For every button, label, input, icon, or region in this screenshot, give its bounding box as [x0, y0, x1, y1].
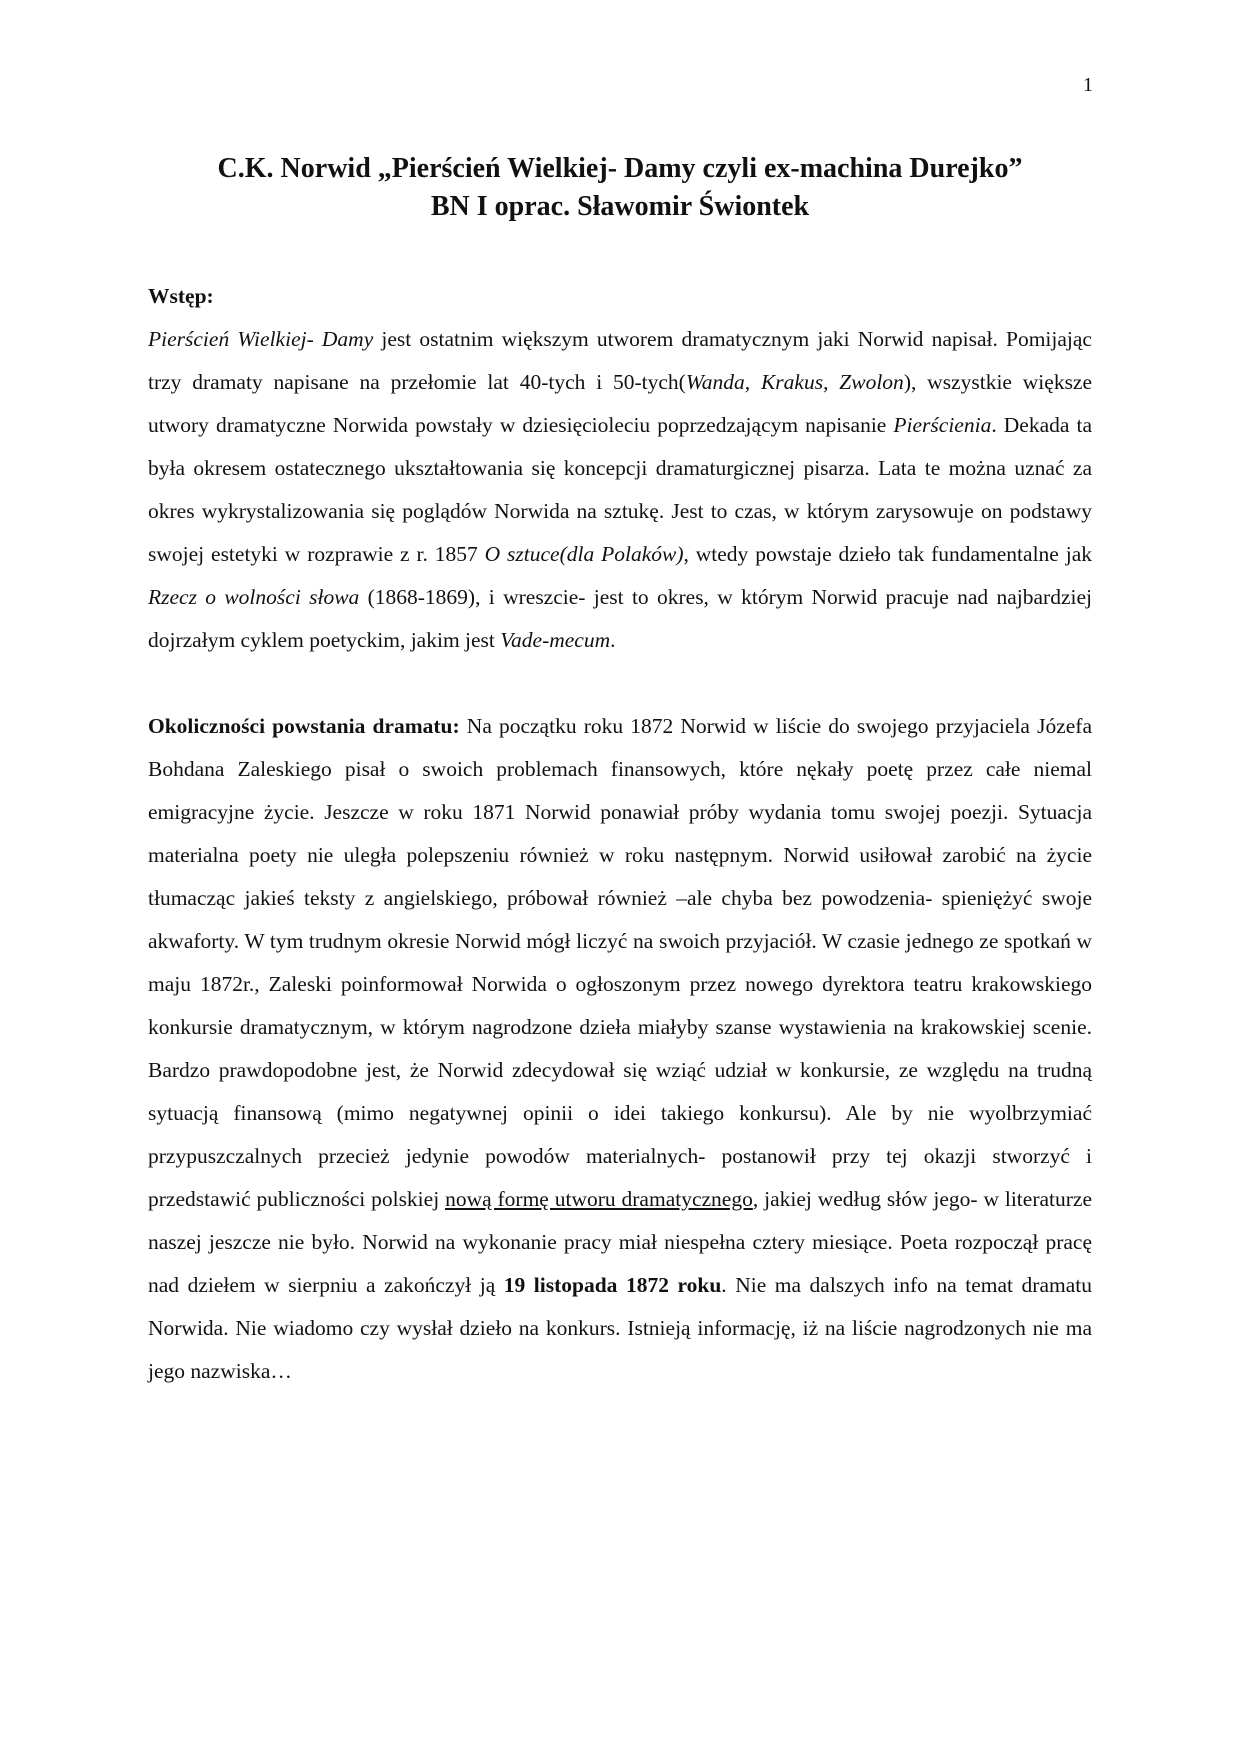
text-segment: Vade-mecum	[500, 628, 611, 652]
intro-heading: Wstęp:	[148, 284, 214, 308]
text-segment: .	[610, 628, 616, 652]
text-segment: . Nie ma dalszych info na temat dramatu Norwida. Nie wiadomo czy wysłał dzieło na konkurs. Istnieją informację, iż na liście nagrodzonych nie ma jego nazwiska…	[148, 1273, 1092, 1383]
intro-paragraph	[148, 318, 1092, 662]
text-segment: ), wszystkie większe utwory dramatyczne Norwida powstały w dziesięcioleciu poprzedzającym napisanie	[148, 370, 1093, 437]
text-segment: , wtedy powstaje dzieło tak fundamentalne jak	[683, 542, 1092, 566]
text-segment-underlined: nową formę utworu dramatycznego	[445, 1187, 753, 1211]
text-segment: Rzecz o wolności słowa	[148, 585, 360, 609]
text-segment: jest ostatnim większym utworem dramatycznym jaki Norwid napisał. Pomijając trzy dramaty napisane na przełomie lat 40-tych i 50-tych(	[148, 327, 1092, 394]
text-segment: , jakiej według słów jego- w literaturze naszej jeszcze nie było. Norwid na wykonanie pracy miał niespełna cztery miesiące. Poeta rozpoczął pracę nad dziełem w sierpniu a zakończył ją	[148, 1187, 1092, 1297]
document-title	[60, 150, 1180, 226]
document-body	[148, 275, 1092, 1393]
text-segment: Pierścień Wielkiej- Damy	[148, 327, 374, 351]
page-number: 1	[1083, 74, 1093, 96]
section-heading: Okoliczności powstania dramatu:	[148, 714, 460, 738]
title-line-2: BN I oprac. Sławomir Świontek	[430, 191, 810, 222]
text-segment: Na początku roku 1872 Norwid w liście do swojego przyjaciela Józefa Bohdana Zaleskiego pisał o swoich problemach finansowych, które nękały poetę przez całe niemal emigracyjne życie. Jeszcze w roku 1871 Norwid ponawiał próby wydania tomu swojej poezji. Sytuacja materialna poety nie uległa polepszeniu również w roku następnym. Norwid usiłował zarobić na życie tłumacząc jakieś teksty z angielskiego, próbował również –ale chyba bez powodzenia- spieniężyć swoje akwaforty. W tym trudnym okresie Norwid mógł liczyć na swoich przyjaciół. W czasie jednego ze spotkań w maju 1872r., Zaleski poinformował Norwida o ogłoszonym przez nowego dyrektora teatru krakowskiego konkursie dramatycznym, w którym nagrodzone dzieła miałyby szanse wystawienia na krakowskiej scenie. Bardzo prawdopodobne jest, że Norwid zdecydował się wziąć udział w konkursie, ze względu na trudną sytuacją finansową (mimo negatywnej opinii o idei takiego konkursu). Ale by nie wyolbrzymiać przypuszczalnych przecież jedynie powodów materialnych- postanowił przy tej okazji stworzyć i przedstawić publiczności polskiej	[148, 714, 1092, 1211]
text-segment: (1868-1869), i wreszcie- jest to okres, w którym Norwid pracuje nad najbardziej dojrzałym cyklem poetyckim, jakim jest	[148, 585, 1092, 652]
text-segment: . Dekada ta była okresem ostatecznego ukształtowania się koncepcji dramaturgicznej pisarza. Lata te można uznać za okres wykrystalizowania się poglądów Norwida na sztukę. Jest to czas, w którym zarysowuje on podstawy swojej estetyki w rozprawie z r. 1857	[148, 413, 1092, 566]
text-segment-bold: 19 listopada 1872 roku	[503, 1273, 722, 1297]
title-line-1: C.K. Norwid „Pierścień Wielkiej- Damy czyli ex-machina Durejko”	[217, 153, 1023, 184]
text-segment: Wanda, Krakus, Zwolon	[685, 370, 904, 394]
text-segment: Pierścienia	[893, 413, 992, 437]
paragraph-gap	[148, 662, 1092, 705]
circumstances-paragraph	[148, 705, 1092, 1393]
text-segment: O sztuce(dla Polaków)	[484, 542, 684, 566]
